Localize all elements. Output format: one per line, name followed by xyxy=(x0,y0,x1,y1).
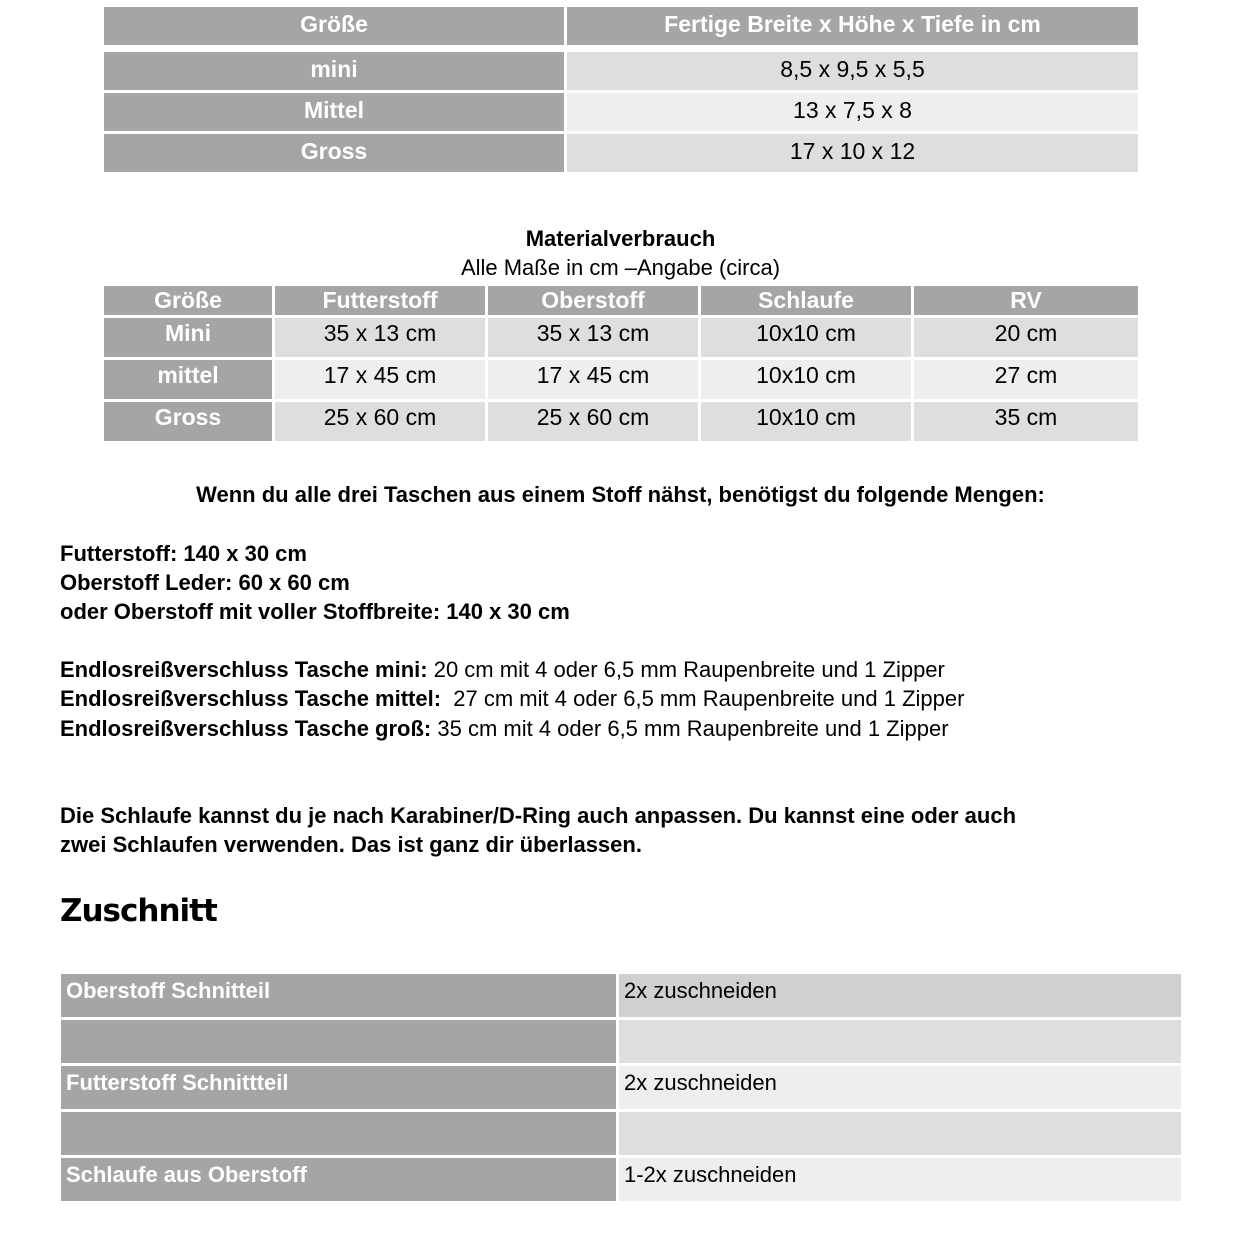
value-cell: 35 cm xyxy=(914,402,1138,441)
table-row xyxy=(61,1112,1181,1155)
table-row xyxy=(61,1066,1181,1109)
table-header-row xyxy=(104,286,1138,315)
quantity-cell: 2x zuschneiden xyxy=(619,1066,1181,1109)
amount-line: Oberstoff Leder: 60 x 60 cm xyxy=(60,570,350,595)
size-cell: Gross xyxy=(104,402,272,441)
value-cell: 25 x 60 cm xyxy=(488,402,698,441)
table-row xyxy=(104,318,1138,357)
piece-cell: Schlaufe aus Oberstoff xyxy=(61,1158,616,1201)
size-cell: mini xyxy=(104,52,564,90)
header-cell: Fertige Breite x Höhe x Tiefe in cm xyxy=(567,7,1138,45)
header-cell: Größe xyxy=(104,7,564,45)
header-cell: Futterstoff xyxy=(275,286,485,315)
material-table xyxy=(101,283,1141,444)
piece-cell xyxy=(61,1112,616,1155)
cutting-table xyxy=(58,971,1184,1204)
material-subtitle: Alle Maße in cm –Angabe (circa) xyxy=(460,255,781,280)
dimension-cell: 17 x 10 x 12 xyxy=(567,134,1138,172)
zipper-text: 27 cm mit 4 oder 6,5 mm Raupenbreite und 1 Zipper xyxy=(441,686,965,711)
table-row xyxy=(104,402,1138,441)
size-cell: Gross xyxy=(104,134,564,172)
value-cell: 27 cm xyxy=(914,360,1138,399)
dimension-cell: 13 x 7,5 x 8 xyxy=(567,93,1138,131)
header-cell: RV xyxy=(914,286,1138,315)
size-cell: mittel xyxy=(104,360,272,399)
value-cell: 25 x 60 cm xyxy=(275,402,485,441)
zipper-line xyxy=(60,657,945,683)
table-row xyxy=(61,1020,1181,1063)
amount-line: Futterstoff: 140 x 30 cm xyxy=(60,541,307,566)
zipper-label: Endlosreißverschluss Tasche mittel: xyxy=(60,686,442,711)
dimension-cell: 8,5 x 9,5 x 5,5 xyxy=(567,52,1138,90)
header-cell: Größe xyxy=(104,286,272,315)
piece-cell: Oberstoff Schnitteil xyxy=(61,974,616,1017)
table-row xyxy=(104,134,1138,172)
header-cell: Oberstoff xyxy=(488,286,698,315)
piece-cell xyxy=(61,1020,616,1063)
zipper-text: 20 cm mit 4 oder 6,5 mm Raupenbreite und 1 Zipper xyxy=(427,657,945,682)
size-table xyxy=(101,4,1141,175)
amount-line: oder Oberstoff mit voller Stoffbreite: 140 x 30 cm xyxy=(60,599,570,624)
zipper-label: Endlosreißverschluss Tasche groß: xyxy=(60,716,432,741)
table-row xyxy=(104,360,1138,399)
zipper-text: 35 cm mit 4 oder 6,5 mm Raupenbreite und 1 Zipper xyxy=(431,716,949,741)
zipper-label: Endlosreißverschluss Tasche mini: xyxy=(60,657,428,682)
value-cell: 10x10 cm xyxy=(701,402,911,441)
header-cell: Schlaufe xyxy=(701,286,911,315)
table-header-row xyxy=(104,7,1138,45)
quantity-cell xyxy=(619,1112,1181,1155)
zipper-line xyxy=(60,686,964,712)
note-line: zwei Schlaufen verwenden. Das ist ganz dir überlassen. xyxy=(60,832,642,857)
material-title: Materialverbrauch xyxy=(525,226,716,251)
quantity-cell xyxy=(619,1020,1181,1063)
table-row xyxy=(61,974,1181,1017)
size-cell: Mini xyxy=(104,318,272,357)
intro-text: Wenn du alle drei Taschen aus einem Stoff nähst, benötigst du folgende Mengen: xyxy=(196,482,1045,507)
piece-cell: Futterstoff Schnittteil xyxy=(61,1066,616,1109)
value-cell: 10x10 cm xyxy=(701,360,911,399)
note-line: Die Schlaufe kannst du je nach Karabiner/D-Ring auch anpassen. Du kannst eine oder auch xyxy=(60,803,1017,828)
size-cell: Mittel xyxy=(104,93,564,131)
value-cell: 17 x 45 cm xyxy=(275,360,485,399)
table-row xyxy=(61,1158,1181,1201)
zipper-line xyxy=(60,716,949,742)
value-cell: 10x10 cm xyxy=(701,318,911,357)
table-row xyxy=(104,93,1138,131)
table-row xyxy=(104,52,1138,90)
value-cell: 20 cm xyxy=(914,318,1138,357)
quantity-cell: 1-2x zuschneiden xyxy=(619,1158,1181,1201)
value-cell: 35 x 13 cm xyxy=(488,318,698,357)
value-cell: 35 x 13 cm xyxy=(275,318,485,357)
section-title: Zuschnitt xyxy=(60,893,217,929)
value-cell: 17 x 45 cm xyxy=(488,360,698,399)
quantity-cell: 2x zuschneiden xyxy=(619,974,1181,1017)
